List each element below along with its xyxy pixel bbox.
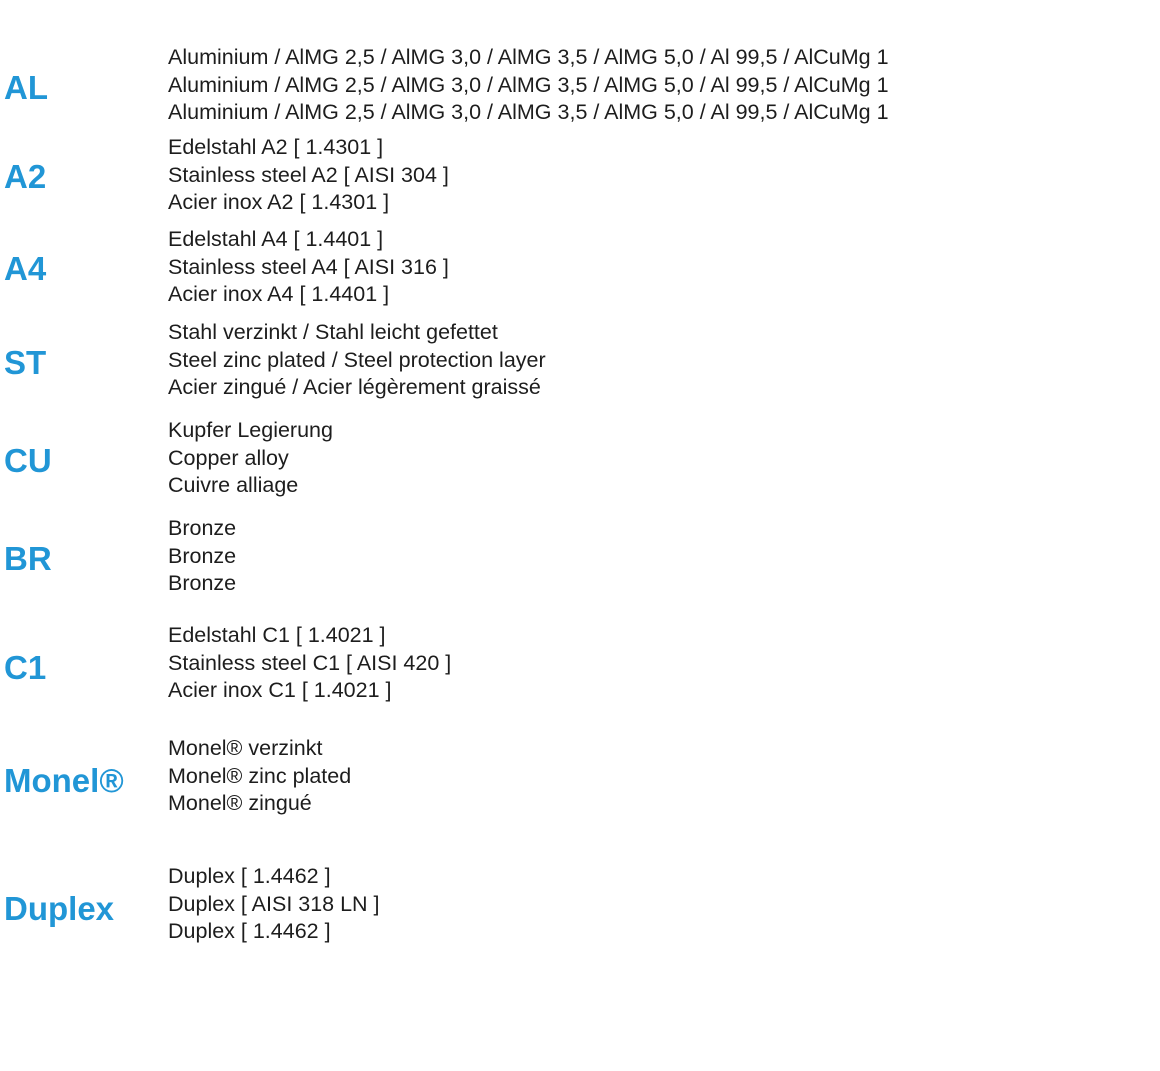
material-code-cell bbox=[0, 224, 168, 287]
material-description-line: Steel zinc plated / Steel protection layer bbox=[168, 347, 546, 372]
material-description-line: Stainless steel A2 [ AISI 304 ] bbox=[168, 162, 449, 187]
material-description-line: Aluminium / AlMG 2,5 / AlMG 3,0 / AlMG 3,5 / AlMG 5,0 / Al 99,5 / AlCuMg 1 bbox=[168, 45, 889, 69]
material-description-line: Acier zingué / Acier légèrement graissé bbox=[168, 375, 541, 399]
material-description-line: Duplex [ AISI 318 LN ] bbox=[168, 891, 380, 916]
material-description-line: Acier inox A4 [ 1.4401 ] bbox=[168, 282, 390, 306]
material-description-line: Aluminium / AlMG 2,5 / AlMG 3,0 / AlMG 3,5 / AlMG 5,0 / Al 99,5 / AlCuMg 1 bbox=[168, 100, 889, 124]
material-description-line: Kupfer Legierung bbox=[168, 418, 333, 442]
material-code-cell bbox=[0, 620, 168, 686]
material-code: ST bbox=[4, 344, 47, 381]
material-description-line: Monel® zingué bbox=[168, 791, 312, 815]
legend-row bbox=[0, 224, 1160, 317]
material-description-line: Bronze bbox=[168, 543, 237, 568]
material-code-cell bbox=[0, 42, 168, 106]
material-description-line: Aluminium / AlMG 2,5 / AlMG 3,0 / AlMG 3,5 / AlMG 5,0 / Al 99,5 / AlCuMg 1 bbox=[168, 72, 889, 97]
material-description-cell bbox=[168, 513, 1160, 598]
material-code: CU bbox=[4, 442, 52, 479]
legend-row bbox=[0, 620, 1160, 733]
legend-row bbox=[0, 733, 1160, 861]
material-description-line: Bronze bbox=[168, 571, 237, 595]
material-description-line: Duplex [ 1.4462 ] bbox=[168, 864, 331, 888]
material-code: AL bbox=[4, 69, 48, 106]
material-description-line: Monel® verzinkt bbox=[168, 736, 323, 760]
legend-row bbox=[0, 861, 1160, 981]
material-description-line: Stahl verzinkt / Stahl leicht gefettet bbox=[168, 320, 498, 344]
material-description-line: Acier inox A2 [ 1.4301 ] bbox=[168, 190, 390, 214]
material-description-line: Edelstahl A4 [ 1.4401 ] bbox=[168, 227, 384, 251]
legend-row bbox=[0, 42, 1160, 132]
material-description-line: Cuivre alliage bbox=[168, 473, 299, 497]
material-description-line: Acier inox C1 [ 1.4021 ] bbox=[168, 678, 392, 702]
material-description-cell bbox=[168, 733, 1160, 818]
material-code: BR bbox=[4, 540, 52, 577]
material-description-line: Monel® zinc plated bbox=[168, 763, 352, 788]
material-description-cell bbox=[168, 620, 1160, 705]
material-description-cell bbox=[168, 224, 1160, 309]
material-code-cell bbox=[0, 132, 168, 195]
legend-row bbox=[0, 415, 1160, 513]
material-code: A4 bbox=[4, 250, 47, 287]
material-description-line: Bronze bbox=[168, 516, 237, 540]
material-code-cell bbox=[0, 861, 168, 927]
material-description-line: Copper alloy bbox=[168, 445, 289, 470]
legend-row bbox=[0, 513, 1160, 620]
material-code: A2 bbox=[4, 158, 47, 195]
material-code: Duplex bbox=[4, 890, 115, 927]
material-description-cell bbox=[168, 42, 1160, 127]
material-description-line: Edelstahl C1 [ 1.4021 ] bbox=[168, 623, 386, 647]
material-description-line: Edelstahl A2 [ 1.4301 ] bbox=[168, 135, 384, 159]
material-code: C1 bbox=[4, 649, 47, 686]
material-code-cell bbox=[0, 317, 168, 381]
material-description-cell bbox=[168, 415, 1160, 500]
legend-row bbox=[0, 317, 1160, 415]
legend-row bbox=[0, 132, 1160, 224]
material-code: Monel® bbox=[4, 762, 124, 799]
material-description-line: Stainless steel A4 [ AISI 316 ] bbox=[168, 254, 449, 279]
material-description-cell bbox=[168, 861, 1160, 946]
material-code-cell bbox=[0, 733, 168, 799]
material-description-cell bbox=[168, 132, 1160, 217]
material-code-cell bbox=[0, 415, 168, 479]
material-description-cell bbox=[168, 317, 1160, 402]
material-code-cell bbox=[0, 513, 168, 577]
material-description-line: Duplex [ 1.4462 ] bbox=[168, 919, 331, 943]
material-description-line: Stainless steel C1 [ AISI 420 ] bbox=[168, 650, 452, 675]
material-legend-table bbox=[0, 42, 1160, 981]
